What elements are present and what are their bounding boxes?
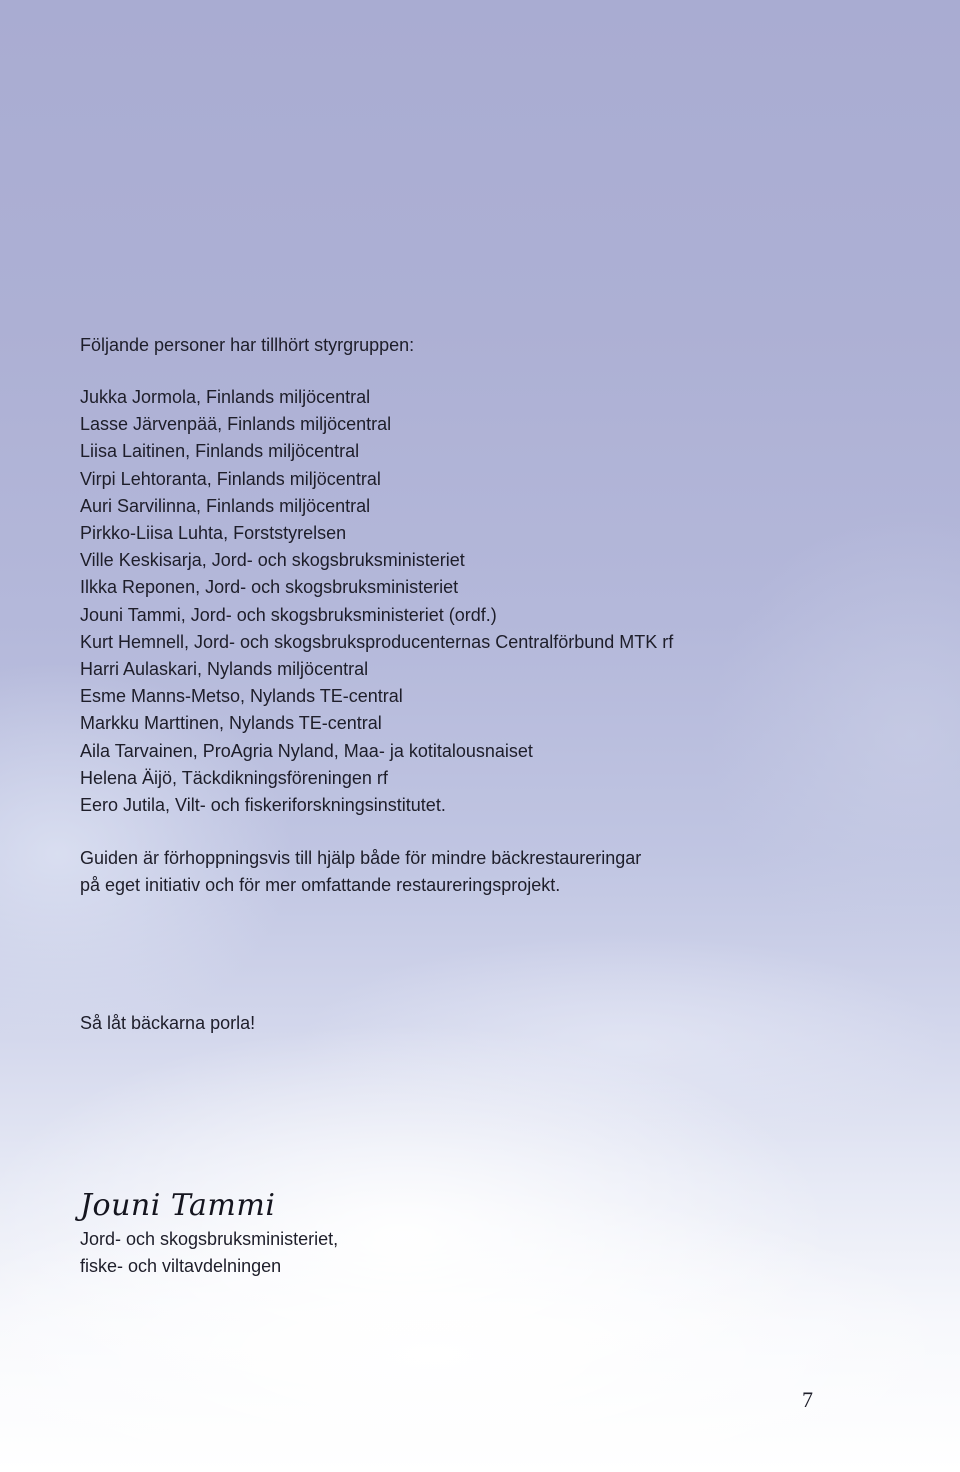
list-item: Liisa Laitinen, Finlands miljöcentral (80, 441, 360, 462)
list-item: Ville Keskisarja, Jord- och skogsbruksministeriet (80, 550, 465, 571)
page-number: 7 (802, 1387, 813, 1412)
intro-text: Följande personer har tillhört styrgruppen: (80, 335, 415, 355)
list-item: Ilkka Reponen, Jord- och skogsbruksministeriet (80, 577, 459, 598)
steering-group-list (80, 384, 673, 819)
list-item: Helena Äijö, Täckdikningsföreningen rf (80, 767, 388, 788)
list-item: Harri Aulaskari, Nylands miljöcentral (80, 659, 369, 680)
list-item: Markku Marttinen, Nylands TE-central (80, 713, 382, 734)
guide-line: Guiden är förhoppningsvis till hjälp både för mindre bäckrestaureringar (80, 848, 642, 868)
list-item: Auri Sarvilinna, Finlands miljöcentral (80, 495, 371, 516)
list-item: Esme Manns-Metso, Nylands TE-central (80, 686, 403, 707)
list-item: Lasse Järvenpää, Finlands miljöcentral (80, 414, 392, 435)
list-item: Jukka Jormola, Finlands miljöcentral (80, 387, 371, 407)
list-item: Eero Jutila, Vilt- och fiskeriforskningsinstitutet. (80, 795, 446, 816)
signature-org-line: Jord- och skogsbruksministeriet, (80, 1229, 339, 1249)
signature-name: Jouni Tammi (80, 1188, 276, 1223)
guide-paragraph (80, 845, 641, 899)
signature-org-line: fiske- och viltavdelningen (80, 1256, 282, 1277)
signature-organization (80, 1226, 338, 1280)
guide-line: på eget initiativ och för mer omfattande restaureringsprojekt. (80, 875, 561, 896)
list-item: Kurt Hemnell, Jord- och skogsbruksproducenternas Centralförbund MTK rf (80, 631, 674, 652)
list-item: Pirkko-Liisa Luhta, Forststyrelsen (80, 523, 347, 544)
closing-text: Så låt bäckarna porla! (80, 1013, 256, 1033)
list-item: Virpi Lehtoranta, Finlands miljöcentral (80, 468, 381, 489)
list-item: Jouni Tammi, Jord- och skogsbruksministeriet (ordf.) (80, 604, 497, 625)
list-item: Aila Tarvainen, ProAgria Nyland, Maa- ja kotitalousnaiset (80, 740, 533, 761)
document-page (80, 0, 920, 1472)
